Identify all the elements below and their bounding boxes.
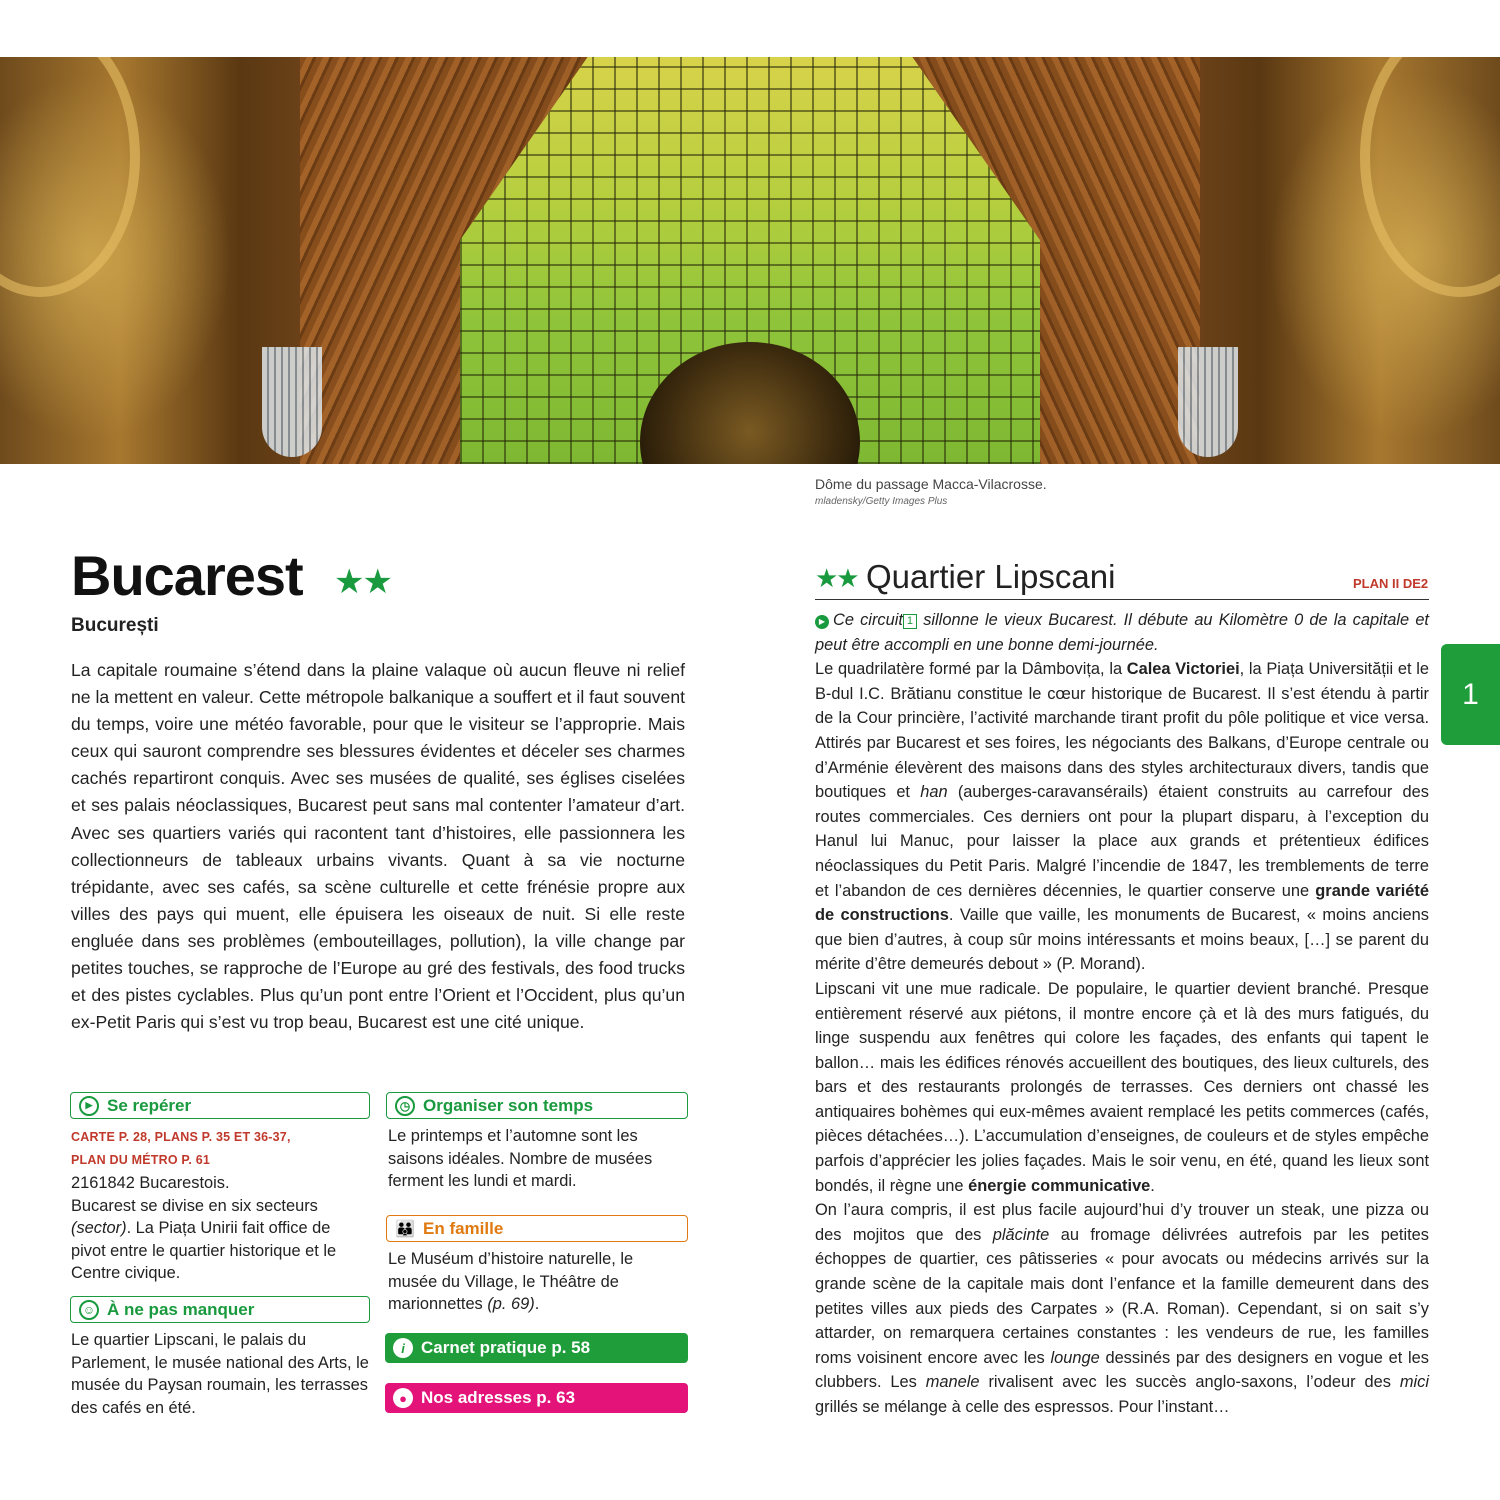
map-links-line1[interactable]: CARTE P. 28, PLANS P. 35 ET 36-37, bbox=[71, 1130, 291, 1144]
play-circle-icon: ▶ bbox=[79, 1096, 99, 1116]
carnet-pratique-label: Carnet pratique p. 58 bbox=[421, 1338, 591, 1357]
a-ne-pas-manquer-text: Le quartier Lipscani, le palais du Parlement, le musée national des Arts, le musée du Paysan roumain, les terrasses des cafés en été. bbox=[71, 1331, 369, 1417]
rating-stars: ★★ bbox=[334, 563, 391, 601]
photo-caption: Dôme du passage Macca-Vilacrosse. bbox=[815, 476, 1047, 492]
paragraph-food: On l’aura compris, il est plus facile aujourd’hui d’y trouver un steak, une pizza ou des mojitos que des plăcinte au fromage délivrées autrefois par les petites échoppes de quartier, ces pâtisseries « pour avocats ou médecins arrivés sur la grande scène de la capitale mais dont l’enfance et la famille demeurent dans des petites villes aux pieds des Carpates » (R.A. Roman). Cependant, si on sait s’y attarder, on remarquera certaines constantes : les vendeurs de rue, les familles roms voisinent encore avec les lounge dessinés par des designers en vogue et les clubbers. Les manele rivalisent avec les succès anglo-saxons, l’odeur des mici grillés se mélange à celle des espressos. Pour l’instant… bbox=[815, 1201, 1429, 1416]
smiley-icon: ☺ bbox=[79, 1300, 99, 1320]
nos-adresses-link[interactable] bbox=[385, 1383, 688, 1413]
page-subtitle: București bbox=[71, 615, 159, 636]
sectors-text: Bucarest se divise en six secteurs (sector). La Piața Unirii fait office de pivot entre le quartier historique et le Centre civique. bbox=[71, 1196, 337, 1282]
en-famille-header bbox=[386, 1215, 688, 1242]
intro-paragraph: La capitale roumaine s’étend dans la plaine valaque où aucun fleuve ni relief ne la mettent en valeur. Cette métropole balkanique a souffert et il faut souvent du temps, voire une météo favorable, pour que le visiteur se l’approprie. Mais ceux qui sauront comprendre ses blessures évidentes et déceler ses charmes cachés repartiront conquis. Avec ses musées de qualité, ses églises ciselées et ses palais néoclassiques, Bucarest peut sans mal contenter l’amateur d’art. Avec ses quartiers variés qui racontent tant d’histoires, elle passionnera les collectionneurs de tableaux urbains vivants. Quant à sa vie nocturne trépidante, avec ses cafés, sa scène culturelle et cette frénésie propre aux villes des pays qui muent, elle épuisera les oiseaux de nuit. Si elle reste engluée dans ses problèmes (embouteillages, pollution), la ville change par petites touches, se rapproche de l’Europe au gré des festivals, des food trucks et des pistes cyclables. Plus qu’un pont entre l’Orient et l’Occident, plus qu’un ex-Petit Paris qui s’est vu trop beau, Bucarest est une cité unique. bbox=[71, 660, 685, 1033]
window-left bbox=[262, 347, 322, 457]
chapter-tab[interactable] bbox=[1441, 644, 1500, 745]
lipscani-stars: ★★ bbox=[815, 563, 858, 593]
circuit-number[interactable]: 1 bbox=[903, 614, 917, 629]
organiser-title: Organiser son temps bbox=[423, 1095, 594, 1115]
paragraph-today: Lipscani vit une mue radicale. De populaire, le quartier devient branché. Presque entièrement réservé aux piétons, il montre encore çà et là des murs fatigués, du linge suspendu aux fenêtres qui colore les façades, des enfants qui tapent le ballon… mais les édifices rénovés accueillent des boutiques, des lieux culturels, des bars et des restaurants prolongés de terrasses. Ces derniers ont chassé les antiquaires bohèmes qui eux-mêmes avaient remplacé les petits commerces (cafés, pièces détachées…). L’accumulation d’enseignes, de couleurs et de styles empêche parfois d’apprécier les jolies façades. Mais le soir venu, en été, quand les lieux sont bondés, il règne une énergie communicative. bbox=[815, 979, 1429, 1195]
location-pin-icon: ● bbox=[393, 1388, 413, 1408]
population-text: 2161842 Bucarestois. bbox=[71, 1174, 230, 1192]
hero-photo bbox=[0, 57, 1500, 464]
plan-reference[interactable]: PLAN II DE2 bbox=[1353, 576, 1429, 591]
nos-adresses-label: Nos adresses p. 63 bbox=[421, 1388, 576, 1407]
info-icon: i bbox=[393, 1338, 413, 1358]
a-ne-pas-manquer-title: À ne pas manquer bbox=[107, 1299, 255, 1319]
se-reperer-text bbox=[71, 1172, 361, 1285]
carnet-pratique-link[interactable] bbox=[385, 1333, 688, 1363]
chapter-number: 1 bbox=[1462, 677, 1479, 711]
en-famille-title: En famille bbox=[423, 1218, 504, 1238]
organiser-header bbox=[386, 1092, 688, 1119]
section-rule bbox=[815, 599, 1429, 600]
family-icon: 👪 bbox=[395, 1220, 415, 1238]
se-reperer-header bbox=[70, 1092, 370, 1119]
play-circle-icon: ▶ bbox=[815, 615, 829, 629]
a-ne-pas-manquer-header bbox=[70, 1296, 370, 1323]
window-right bbox=[1178, 347, 1238, 457]
clock-icon: ◷ bbox=[395, 1096, 415, 1116]
page-title: Bucarest bbox=[71, 544, 303, 607]
map-links-line2[interactable]: PLAN DU MÉTRO P. 61 bbox=[71, 1153, 211, 1167]
photo-credit: mladensky/Getty Images Plus bbox=[815, 496, 948, 507]
paragraph-history: Le quadrilatère formé par la Dâmbovița, la Calea Victoriei, la Piața Universității et le B-dul I.C. Brătianu constitue le cœur historique de Bucarest. Il s’est étendu à partir de la Cour princière, l’activité marchande tirant profit du pôle politique et vice versa. Attirés par Bucarest et ses foires, les négociants des Balkans, d’Europe centrale ou d’Arménie élevèrent des maisons dans des styles architecturaux divers, tandis que boutiques et han (auberges-caravansérails) étaient construits au carrefour des routes commerciales. Ces derniers ont pour la plupart disparu, à l’exception du Hanul lui Manuc, pour laisser la place aux grands et prétentieux édifices néoclassiques du Petit Paris. Malgré l’incendie de 1847, les tremblements de terre et l’abandon de ces dernières décennies, le quartier conserve une grande variété de constructions. Vaille que vaille, les monuments de Bucarest, « moins anciens que bien d’autres, à coup sûr moins intéressants et moins beaux, […] se parent du mérite d’être demeurés debout » (P. Morand). bbox=[815, 660, 1430, 974]
lipscani-text bbox=[815, 608, 1429, 1420]
organiser-text: Le printemps et l’automne sont les saisons idéales. Nombre de musées ferment les lundi et mardi. bbox=[388, 1127, 653, 1190]
circuit-lead: ▶ Ce circuit 1 sillonne le vieux Bucarest. Il débute au Kilomètre 0 de la capitale et peut être accompli en une bonne demi-journée. bbox=[815, 611, 1429, 654]
en-famille-text: Le Muséum d’histoire naturelle, le musée du Village, le Théâtre de marionnettes (p. 69). bbox=[388, 1250, 634, 1313]
lipscani-title: Quartier Lipscani bbox=[866, 558, 1116, 595]
se-reperer-title: Se repérer bbox=[107, 1095, 192, 1115]
